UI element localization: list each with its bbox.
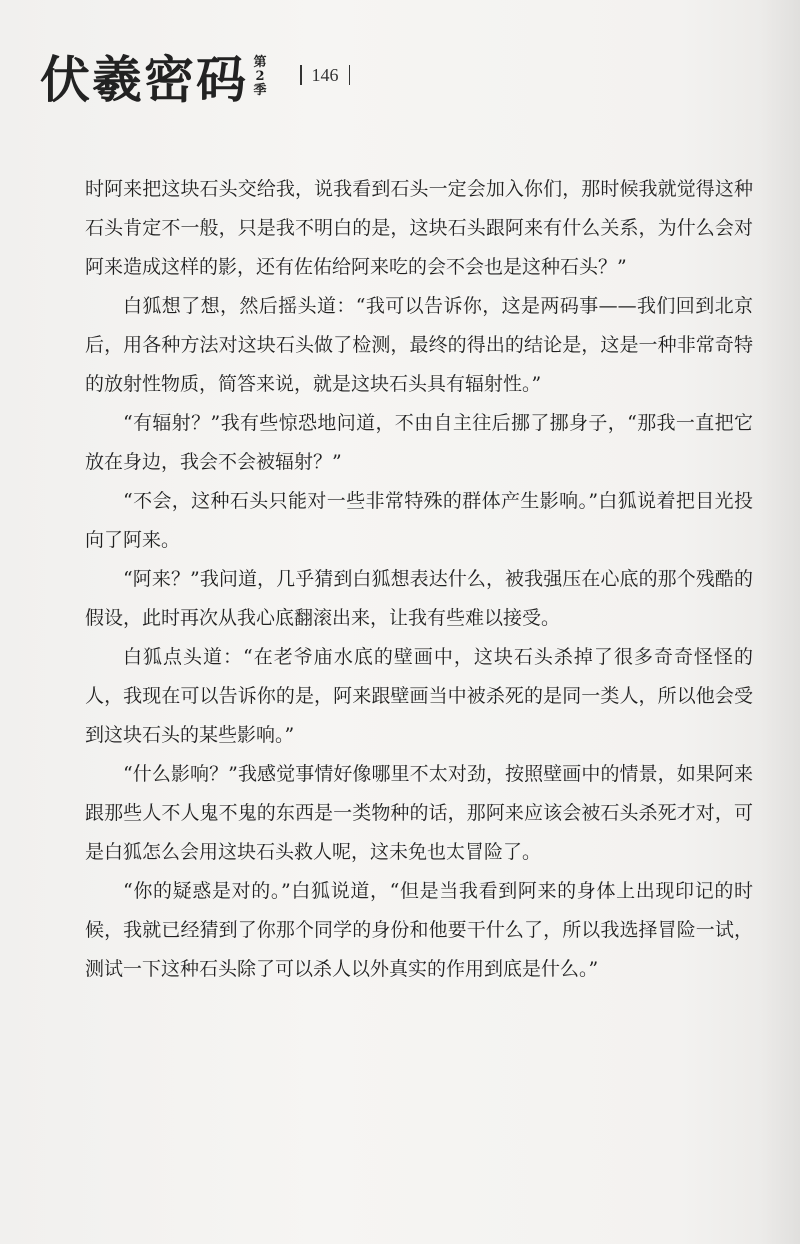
paragraph-7: “什么影响？”我感觉事情好像哪里不太对劲，按照壁画中的情景，如果阿来跟那些人不人鬼不鬼的东西是一类物种的话，那阿来应该会被石头杀死才对，可是白狐怎么会用这块石头救人呢，这未免也太冒险了。	[85, 763, 753, 863]
page-number-left-rule	[300, 65, 302, 85]
page-header	[40, 40, 360, 120]
page-number: 146	[311, 64, 339, 85]
body-text	[85, 170, 753, 989]
paragraph-3: “有辐射？”我有些惊恐地问道，不由自主往后挪了挪身子，“那我一直把它放在身边，我会不会被辐射？”	[85, 412, 753, 473]
season-char-3: 季	[253, 83, 267, 98]
paragraph-5: “阿来？”我问道，几乎猜到白狐想表达什么，被我强压在心底的那个残酷的假设，此时再次从我心底翻滚出来，让我有些难以接受。	[85, 568, 753, 629]
season-char-1: 第	[253, 55, 267, 70]
page-number-right-rule	[349, 65, 351, 85]
paragraph-8: “你的疑惑是对的。”白狐说道，“但是当我看到阿来的身体上出现印记的时候，我就已经猜到了你那个同学的身份和他要干什么了，所以我选择冒险一试，测试一下这种石头除了可以杀人以外真实的作用到底是什么。”	[85, 880, 753, 980]
book-title: 伏羲密码	[40, 50, 248, 109]
page-edge-shadow	[760, 0, 800, 1244]
season-char-2: 2	[255, 69, 265, 84]
season-label	[252, 56, 268, 98]
paragraph-1: 时阿来把这块石头交给我，说我看到石头一定会加入你们，那时候我就觉得这种石头肯定不一般，只是我不明白的是，这块石头跟阿来有什么关系，为什么会对阿来造成这样的影，还有佐佑给阿来吃的会不会也是这种石头？”	[85, 178, 753, 278]
paragraph-4: “不会，这种石头只能对一些非常特殊的群体产生影响。”白狐说着把目光投向了阿来。	[85, 490, 753, 551]
paragraph-2: 白狐想了想，然后摇头道：“我可以告诉你，这是两码事——我们回到北京后，用各种方法对这块石头做了检测，最终的得出的结论是，这是一种非常奇特的放射性物质，简答来说，就是这块石头具有辐射性。”	[85, 295, 753, 395]
paragraph-6: 白狐点头道：“在老爷庙水底的壁画中，这块石头杀掉了很多奇奇怪怪的人，我现在可以告诉你的是，阿来跟壁画当中被杀死的是同一类人，所以他会受到这块石头的某些影响。”	[85, 646, 753, 746]
page-number-block	[290, 65, 360, 86]
